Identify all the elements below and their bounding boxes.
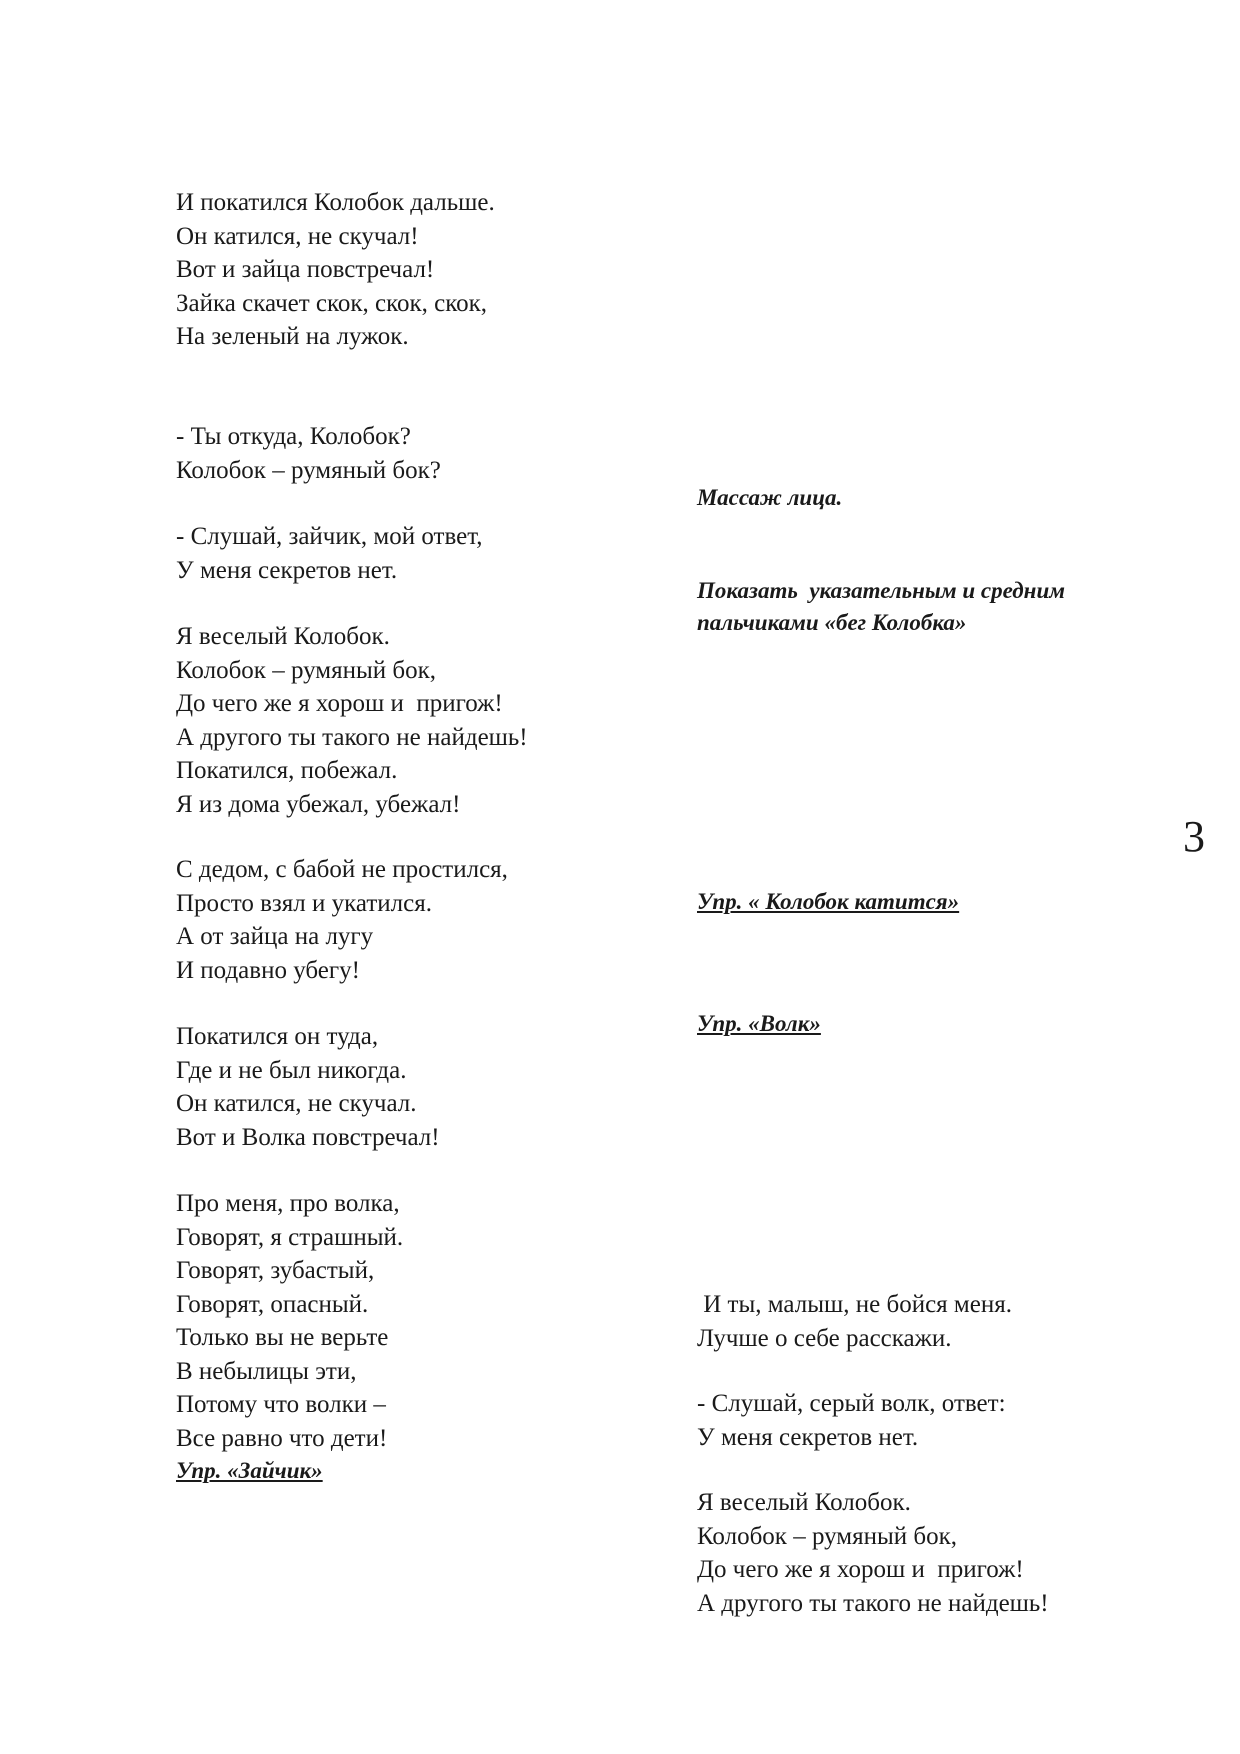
poem-line: Колобок – румяный бок, [176,656,437,684]
stanza-3 [176,520,483,587]
stanza-7 [176,1187,403,1487]
poem-line: Только вы не верьте [176,1324,389,1351]
poem-line: Я веселый Колобок. [697,1489,911,1516]
poem-line: В небылицы эти, [176,1357,357,1385]
stanza-2 [176,420,441,487]
right-stanza-3 [697,1486,1049,1620]
poem-line: Колобок – румяный бок? [176,456,441,484]
note-wolf [697,1008,821,1040]
note-line: пальчиками «бег Колобка» [697,610,967,635]
poem-line: А от зайца на лугу [176,923,374,950]
poem-line: Про меня, про волка, [176,1190,400,1217]
stanza-5 [176,853,508,987]
note-line: Показать указательным и средним [697,578,1065,603]
poem-line: - Слушай, зайчик, мой ответ, [176,523,483,550]
note-face-massage [697,482,842,514]
stanza-1 [176,186,495,354]
poem-line: Лучше о себе расскажи. [697,1324,952,1352]
note-line: Массаж лица. [697,485,843,510]
poem-line: Покатился, побежал. [176,757,398,784]
right-stanza-1 [697,1288,1012,1355]
stanza-6 [176,1020,440,1154]
poem-line: - Ты откуда, Колобок? [176,423,411,450]
poem-line: Колобок – румяный бок, [697,1522,958,1550]
poem-line: Говорят, я страшный. [176,1223,404,1251]
note-show-fingers [697,575,1065,639]
poem-line: Зайка скачет скок, скок, скок, [176,289,488,317]
exercise-note-bunny: Упр. «Зайчик» [176,1458,323,1483]
poem-line: Покатился он туда, [176,1023,379,1050]
poem-line: Потому что волки – [176,1391,386,1418]
poem-line: А другого ты такого не найдешь! [176,723,528,751]
poem-line: Где и не был никогда. [176,1056,407,1084]
page-number: 3 [1183,812,1205,861]
poem-line: Говорят, опасный. [176,1290,369,1318]
poem-line: Я из дома убежал, убежал! [176,790,461,818]
poem-line: И покатился Колобок дальше. [176,189,495,216]
poem-line: У меня секретов нет. [697,1423,919,1451]
poem-line: С дедом, с бабой не простился, [176,856,508,883]
poem-line: Я веселый Колобок. [176,623,390,650]
note-kolobok-rolls [697,886,959,918]
poem-line: И ты, малыш, не бойся меня. [697,1291,1012,1318]
stanza-4 [176,620,528,821]
poem-line: Вот и Волка повстречал! [176,1123,440,1151]
poem-line: Говорят, зубастый, [176,1257,375,1284]
poem-line: Вот и зайца повстречал! [176,256,435,283]
note-line: Упр. « Колобок катится» [697,889,960,914]
poem-line: Он катился, не скучал! [176,222,419,250]
note-line: Упр. «Волк» [697,1011,821,1036]
poem-line: И подавно убегу! [176,956,360,984]
poem-line: На зеленый на лужок. [176,323,409,350]
poem-line: У меня секретов нет. [176,556,398,584]
poem-line: До чего же я хорош и пригож! [697,1556,1024,1583]
poem-line: А другого ты такого не найдешь! [697,1589,1049,1617]
poem-line: - Слушай, серый волк, ответ: [697,1390,1006,1417]
right-stanza-2 [697,1387,1006,1454]
poem-line: До чего же я хорош и пригож! [176,690,503,717]
poem-line: Он катился, не скучал. [176,1090,417,1117]
poem-line: Просто взял и укатился. [176,889,432,917]
poem-line: Все равно что дети! [176,1424,388,1452]
